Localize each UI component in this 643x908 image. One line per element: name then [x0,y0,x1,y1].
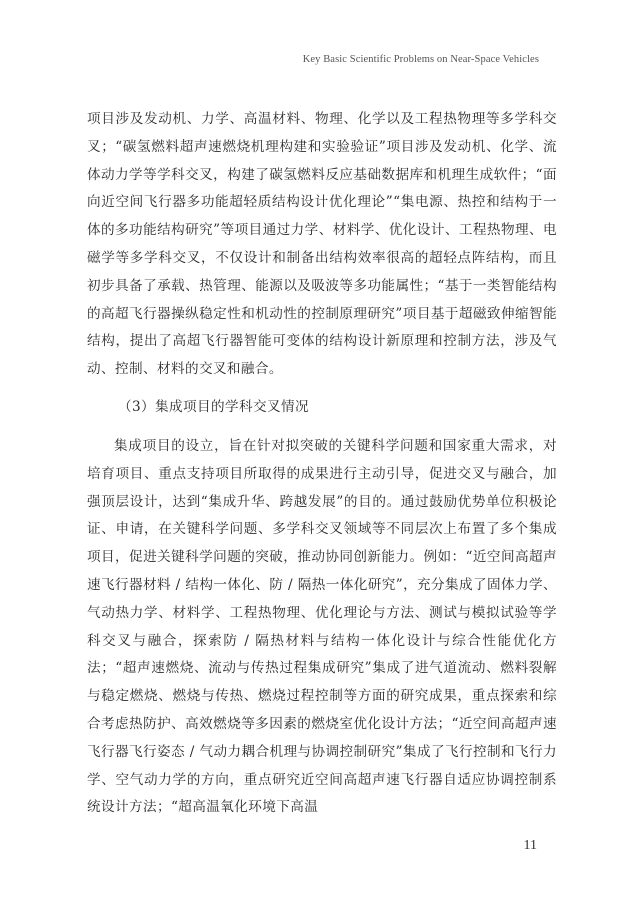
page-number: 11 [523,838,537,853]
body-paragraph-continued: 项目涉及发动机、力学、高温材料、物理、化学以及工程热物理等多学科交叉；“碳氢燃料超声速燃烧机理构建和实验验证”项目涉及发动机、化学、流体动力学等学科交叉，构建了碳氢燃料反应基础数据库和机理生成软件；“面向近空间飞行器多功能超轻质结构设计优化理论”“集电源、热控和结构于一体的多功能结构研究”等项目通过力学、材料学、优化设计、工程热物理、电磁学等多学科交叉，不仅设计和制备出结构效率很高的超轻点阵结构，而且初步具备了承载、热管理、能源以及吸波等多功能属性；“基于一类智能结构的高超飞行器操纵稳定性和机动性的控制原理研究”项目基于超磁致伸缩智能结构，提出了高超飞行器智能可变体的结构设计新原理和控制方法，涉及气动、控制、材料的交叉和融合。 [87,111,557,378]
running-header: Key Basic Scientific Problems on Near-Space Vehicles [302,54,539,65]
section-heading: （3）集成项目的学科交叉情况 [118,399,309,415]
body-paragraph: 集成项目的设立，旨在针对拟突破的关键科学问题和国家重大需求，对培育项目、重点支持项目所取得的成果进行主动引导，促进交叉与融合，加强顶层设计，达到“集成升华、跨越发展”的目的。通过鼓励优势单位积极论证、申请，在关键科学问题、多学科交叉领域等不同层次上布置了多个集成项目，促进关键科学问题的突破，推动协同创新能力。例如：“近空间高超声速飞行器材料 / 结构一体化、防 / 隔热一体化研究”，充分集成了固体力学、气动热力学、材料学、工程热物理、优化理论与方法、测试与模拟试验等学科交叉与融合，探索防 / 隔热材料与结构一体化设计与综合性能优化方法；“超声速燃烧、流动与传热过程集成研究”集成了进气道流动、燃料裂解与稳定燃烧、燃烧与传热、燃烧过程控制等方面的研究成果，重点探索和综合考虑热防护、高效燃烧等多因素的燃烧室优化设计方法；“近空间高超声速飞行器飞行姿态 / 气动力耦合机理与协调控制研究”集成了飞行控制和飞行力学、空气动力学的方向，重点研究近空间高超声速飞行器自适应协调控制系统设计方法；“超高温氧化环境下高温 [87,438,557,816]
